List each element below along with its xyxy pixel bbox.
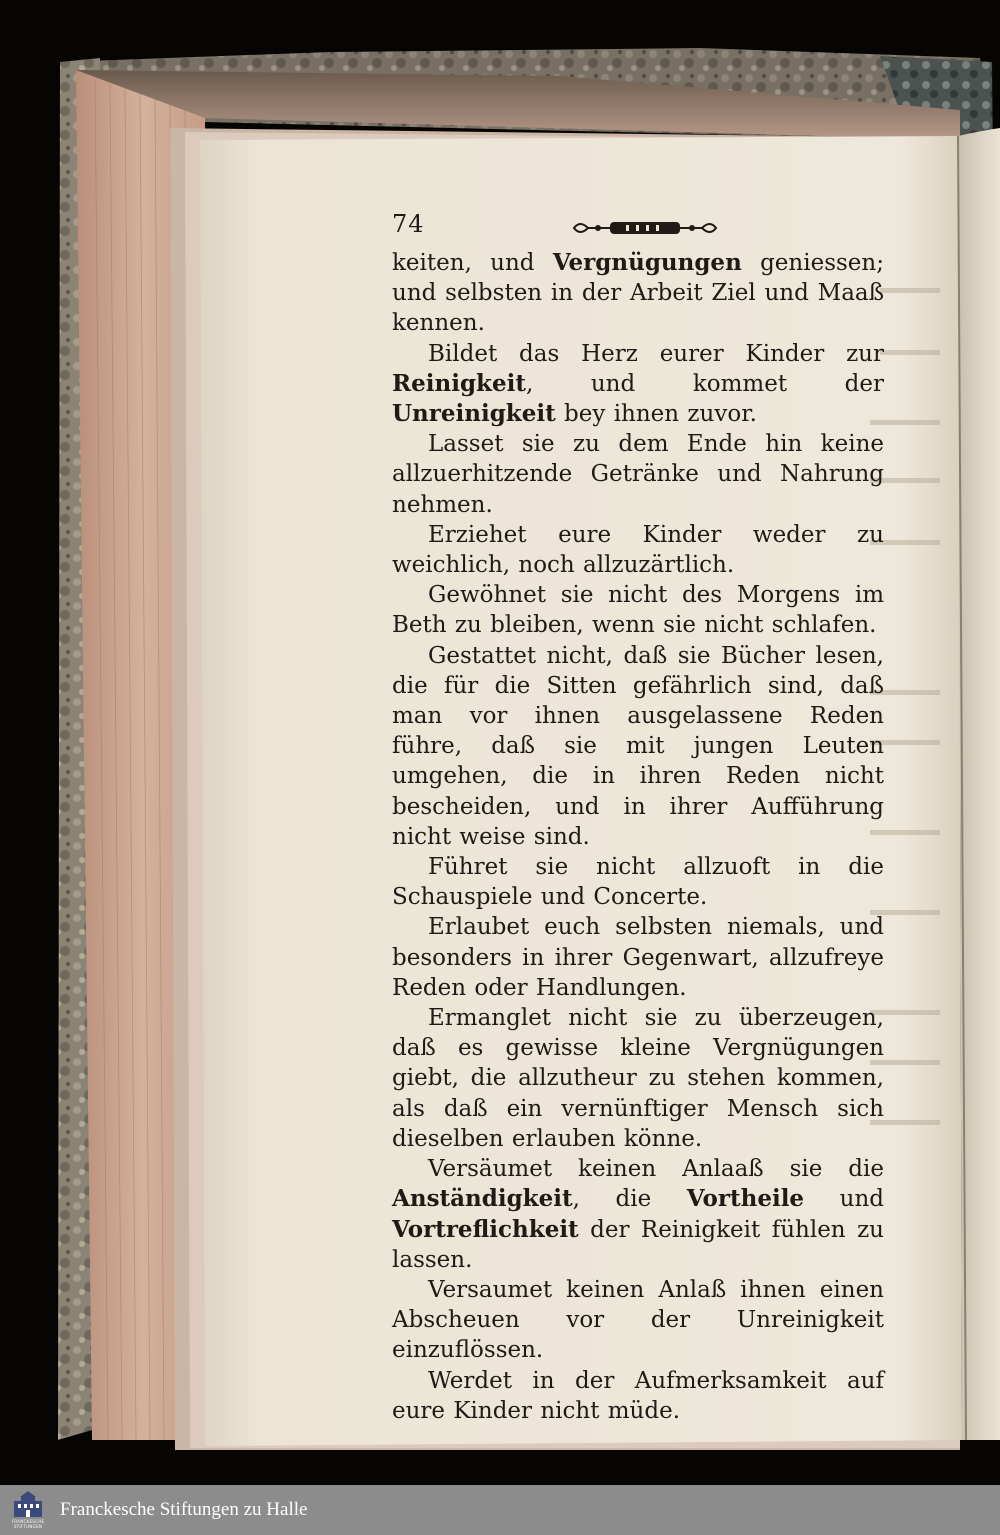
paragraph: [392, 429, 884, 520]
paragraph-text: Führet sie nicht allzuoft in die Schauspiele und Concerte.: [392, 854, 884, 911]
emphasized-text: Vortreflichkeit: [392, 1215, 579, 1243]
paragraph: [392, 580, 884, 640]
page-body: [392, 248, 884, 1426]
paragraph-text: Gestattet nicht, daß sie Bücher lesen, die für die Sitten gefährlich sind, daß man vor ihnen ausgelassene Reden führe, daß sie mit jungen Leuten umgehen, die in ihren Reden nicht bescheiden, und in ihrer Aufführung nicht weise sind.: [392, 642, 884, 850]
paragraph: [392, 1366, 884, 1426]
paragraph: [392, 520, 884, 580]
paragraph: [392, 339, 884, 430]
paragraph-text: Versaumet keinen Anlaß ihnen einen Abscheuen vor der Unreinigkeit einzuflössen.: [392, 1276, 884, 1364]
paragraph-text: geniessen; und selbsten in der Arbeit Ziel und Maaß kennen.: [392, 250, 884, 337]
page-number: 74: [392, 210, 425, 238]
paragraph-text: Ermanglet nicht sie zu überzeugen, daß es gewisse kleine Vergnügungen giebt, die allzutheur zu stehen kommen, als daß ein vernünftiger Mensch sich dieselben erlauben könne.: [392, 1005, 884, 1152]
paragraph-text: , und kommet der: [525, 370, 884, 397]
paragraph-text: , die: [572, 1186, 687, 1213]
paragraph-text: Erlaubet euch selbsten niemals, und besonders in ihrer Gegenwart, allzufreye Reden oder Handlungen.: [392, 914, 884, 1001]
emphasized-text: Vergnügungen: [552, 249, 742, 276]
paragraph: [392, 912, 884, 1003]
paragraph-text: und: [804, 1186, 884, 1213]
paragraph-text: Werdet in der Aufmerksamkeit auf eure Kinder nicht müde.: [392, 1367, 884, 1424]
footer-institution-name: Franckesche Stiftungen zu Halle: [60, 1499, 308, 1520]
paragraph-text: der Reinigkeit fühlen zu lassen.: [392, 1216, 884, 1273]
paragraph: [392, 1275, 884, 1366]
book-page: [392, 208, 892, 1424]
paragraph-text: Bildet das Herz eurer Kinder zur: [428, 340, 884, 367]
paragraph-text: Lasset sie zu dem Ende hin keine allzuerhitzende Getränke und Nahrung nehmen.: [392, 431, 884, 518]
paragraph: [392, 1154, 884, 1275]
paragraph: [392, 641, 884, 852]
paragraph-text: Gewöhnet sie nicht des Morgens im Beth zu bleiben, wenn sie nicht schlafen.: [392, 582, 884, 639]
paragraph-text: Versäumet keinen Anlaaß sie die: [428, 1156, 884, 1183]
footer-bar: [0, 1485, 1000, 1535]
emphasized-text: Anständigkeit: [392, 1185, 573, 1213]
header-ornament-icon: [570, 216, 720, 240]
emphasized-text: Reinigkeit: [392, 369, 526, 397]
paragraph-text: Erziehet eure Kinder weder zu weichlich, noch allzuzärtlich.: [392, 521, 884, 579]
paragraph: [392, 852, 884, 912]
footer-logo-caption: FRANCKESCHE STIFTUNGEN: [11, 1519, 45, 1529]
paragraph-text: bey ihnen zuvor.: [555, 401, 757, 428]
emphasized-text: Vortheile: [686, 1185, 805, 1213]
emphasized-text: Unreinigkeit: [392, 400, 556, 428]
paragraph: [392, 248, 884, 339]
paragraph: [392, 1003, 884, 1154]
paragraph-text: keiten, und: [392, 250, 553, 276]
